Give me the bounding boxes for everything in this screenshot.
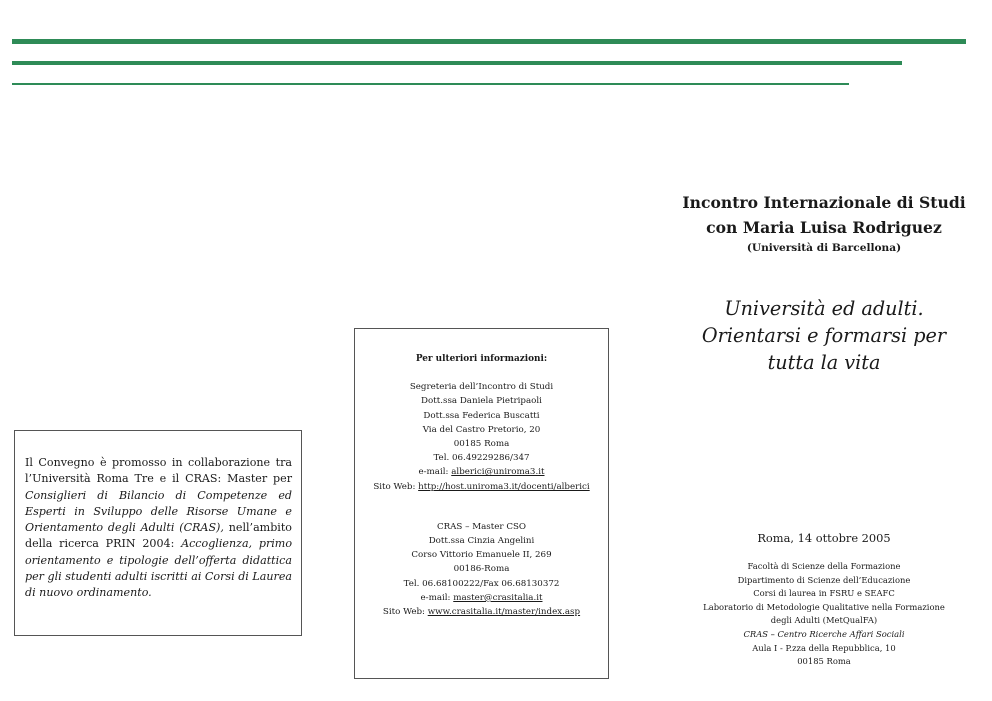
organizer-line: degli Adulti (MetQualFA) <box>770 615 878 626</box>
cras-contact <box>355 520 608 619</box>
secretariat-email-row <box>355 465 608 479</box>
cras-email-link[interactable]: master@crasitalia.it <box>453 592 543 603</box>
promotion-text-intro: Il Convegno è promosso in collaborazione tra l’Università Roma Tre e il CRAS: Master per <box>25 456 292 486</box>
contact-info-box <box>354 328 609 679</box>
secretariat-address: Via del Castro Pretorio, 20 <box>422 424 541 435</box>
secretariat-web-link[interactable]: http://host.uniroma3.it/docenti/alberici <box>418 481 590 492</box>
cras-phone: Tel. 06.68100222/Fax 06.68130372 <box>403 578 560 589</box>
event-date: Roma, 14 ottobre 2005 <box>757 531 891 545</box>
contact-info-title: Per ulteriori informazioni: <box>415 354 548 364</box>
promotion-text <box>25 455 292 602</box>
event-title-line: Incontro Internazionale di Studi <box>682 193 966 212</box>
email-label: e-mail: <box>418 467 452 478</box>
secretariat-email-link[interactable]: alberici@uniroma3.it <box>451 467 545 478</box>
organizer-line: Corsi di laurea in FSRU e SEAFC <box>753 588 895 599</box>
decorative-rule-top <box>12 39 966 44</box>
organizers <box>680 560 968 669</box>
organizer-line: Laboratorio di Metodologie Qualitative nella Formazione <box>703 601 945 612</box>
event-speaker: con Maria Luisa Rodriguez <box>706 218 942 237</box>
secretariat-line: Dott.ssa Federica Buscatti <box>423 410 540 421</box>
secretariat-phone: Tel. 06.49229286/347 <box>433 453 530 464</box>
venue-line: Aula I - P.zza della Repubblica, 10 <box>752 642 896 653</box>
web-label: Sito Web: <box>382 607 428 618</box>
cras-email-row <box>355 591 608 605</box>
promotion-box <box>14 430 302 636</box>
web-label: Sito Web: <box>373 481 419 492</box>
cras-web-row <box>355 605 608 619</box>
decorative-rule-middle <box>12 61 902 65</box>
cras-address: Corso Vittorio Emanuele II, 269 <box>411 550 552 561</box>
cras-postcode: 00186-Roma <box>453 564 510 575</box>
organizer-line: Facoltà di Scienze della Formazione <box>747 561 901 571</box>
decorative-rule-bottom <box>12 83 849 85</box>
email-label: e-mail: <box>420 592 454 603</box>
promotion-text-master-name: Consiglieri di Bilancio di Competenze ed Esperti in Sviluppo delle Risorse Umane e Orientamento degli Adulti (CRAS), <box>25 488 292 535</box>
speaker-affiliation: (Università di Barcellona) <box>746 242 902 254</box>
cras-line: Dott.ssa Cinzia Angelini <box>428 536 535 547</box>
organizer-line-cras: CRAS – Centro Ricerche Affari Sociali <box>743 628 905 639</box>
secretariat-web-row <box>355 480 608 494</box>
main-title-line: tutta la vita <box>767 351 881 374</box>
secretariat-line: Dott.ssa Daniela Pietripaoli <box>421 396 542 407</box>
promotion-text-research: nell’ambito della ricerca PRIN 2004: <box>25 521 292 551</box>
organizer-line: Dipartimento di Scienze dell’Educazione <box>737 574 911 585</box>
cras-web-link[interactable]: www.crasitalia.it/master/index.asp <box>427 607 581 618</box>
secretariat-line: Segreteria dell’Incontro di Studi <box>409 382 554 393</box>
secretariat-contact <box>355 380 608 494</box>
cras-line: CRAS – Master CSO <box>436 521 527 532</box>
main-title <box>680 295 968 376</box>
main-title-line: Università ed adulti. <box>724 297 924 320</box>
venue-postcode: 00185 Roma <box>797 656 851 667</box>
promotion-text-prin-title: Accoglienza, primo orientamento e tipologie dell’offerta didattica per gli studenti adulti iscritti ai Corsi di Laurea di nuovo ordinamento. <box>25 537 293 600</box>
main-title-line: Orientarsi e formarsi per <box>701 324 947 347</box>
event-title <box>680 190 968 256</box>
secretariat-postcode: 00185 Roma <box>453 439 510 450</box>
